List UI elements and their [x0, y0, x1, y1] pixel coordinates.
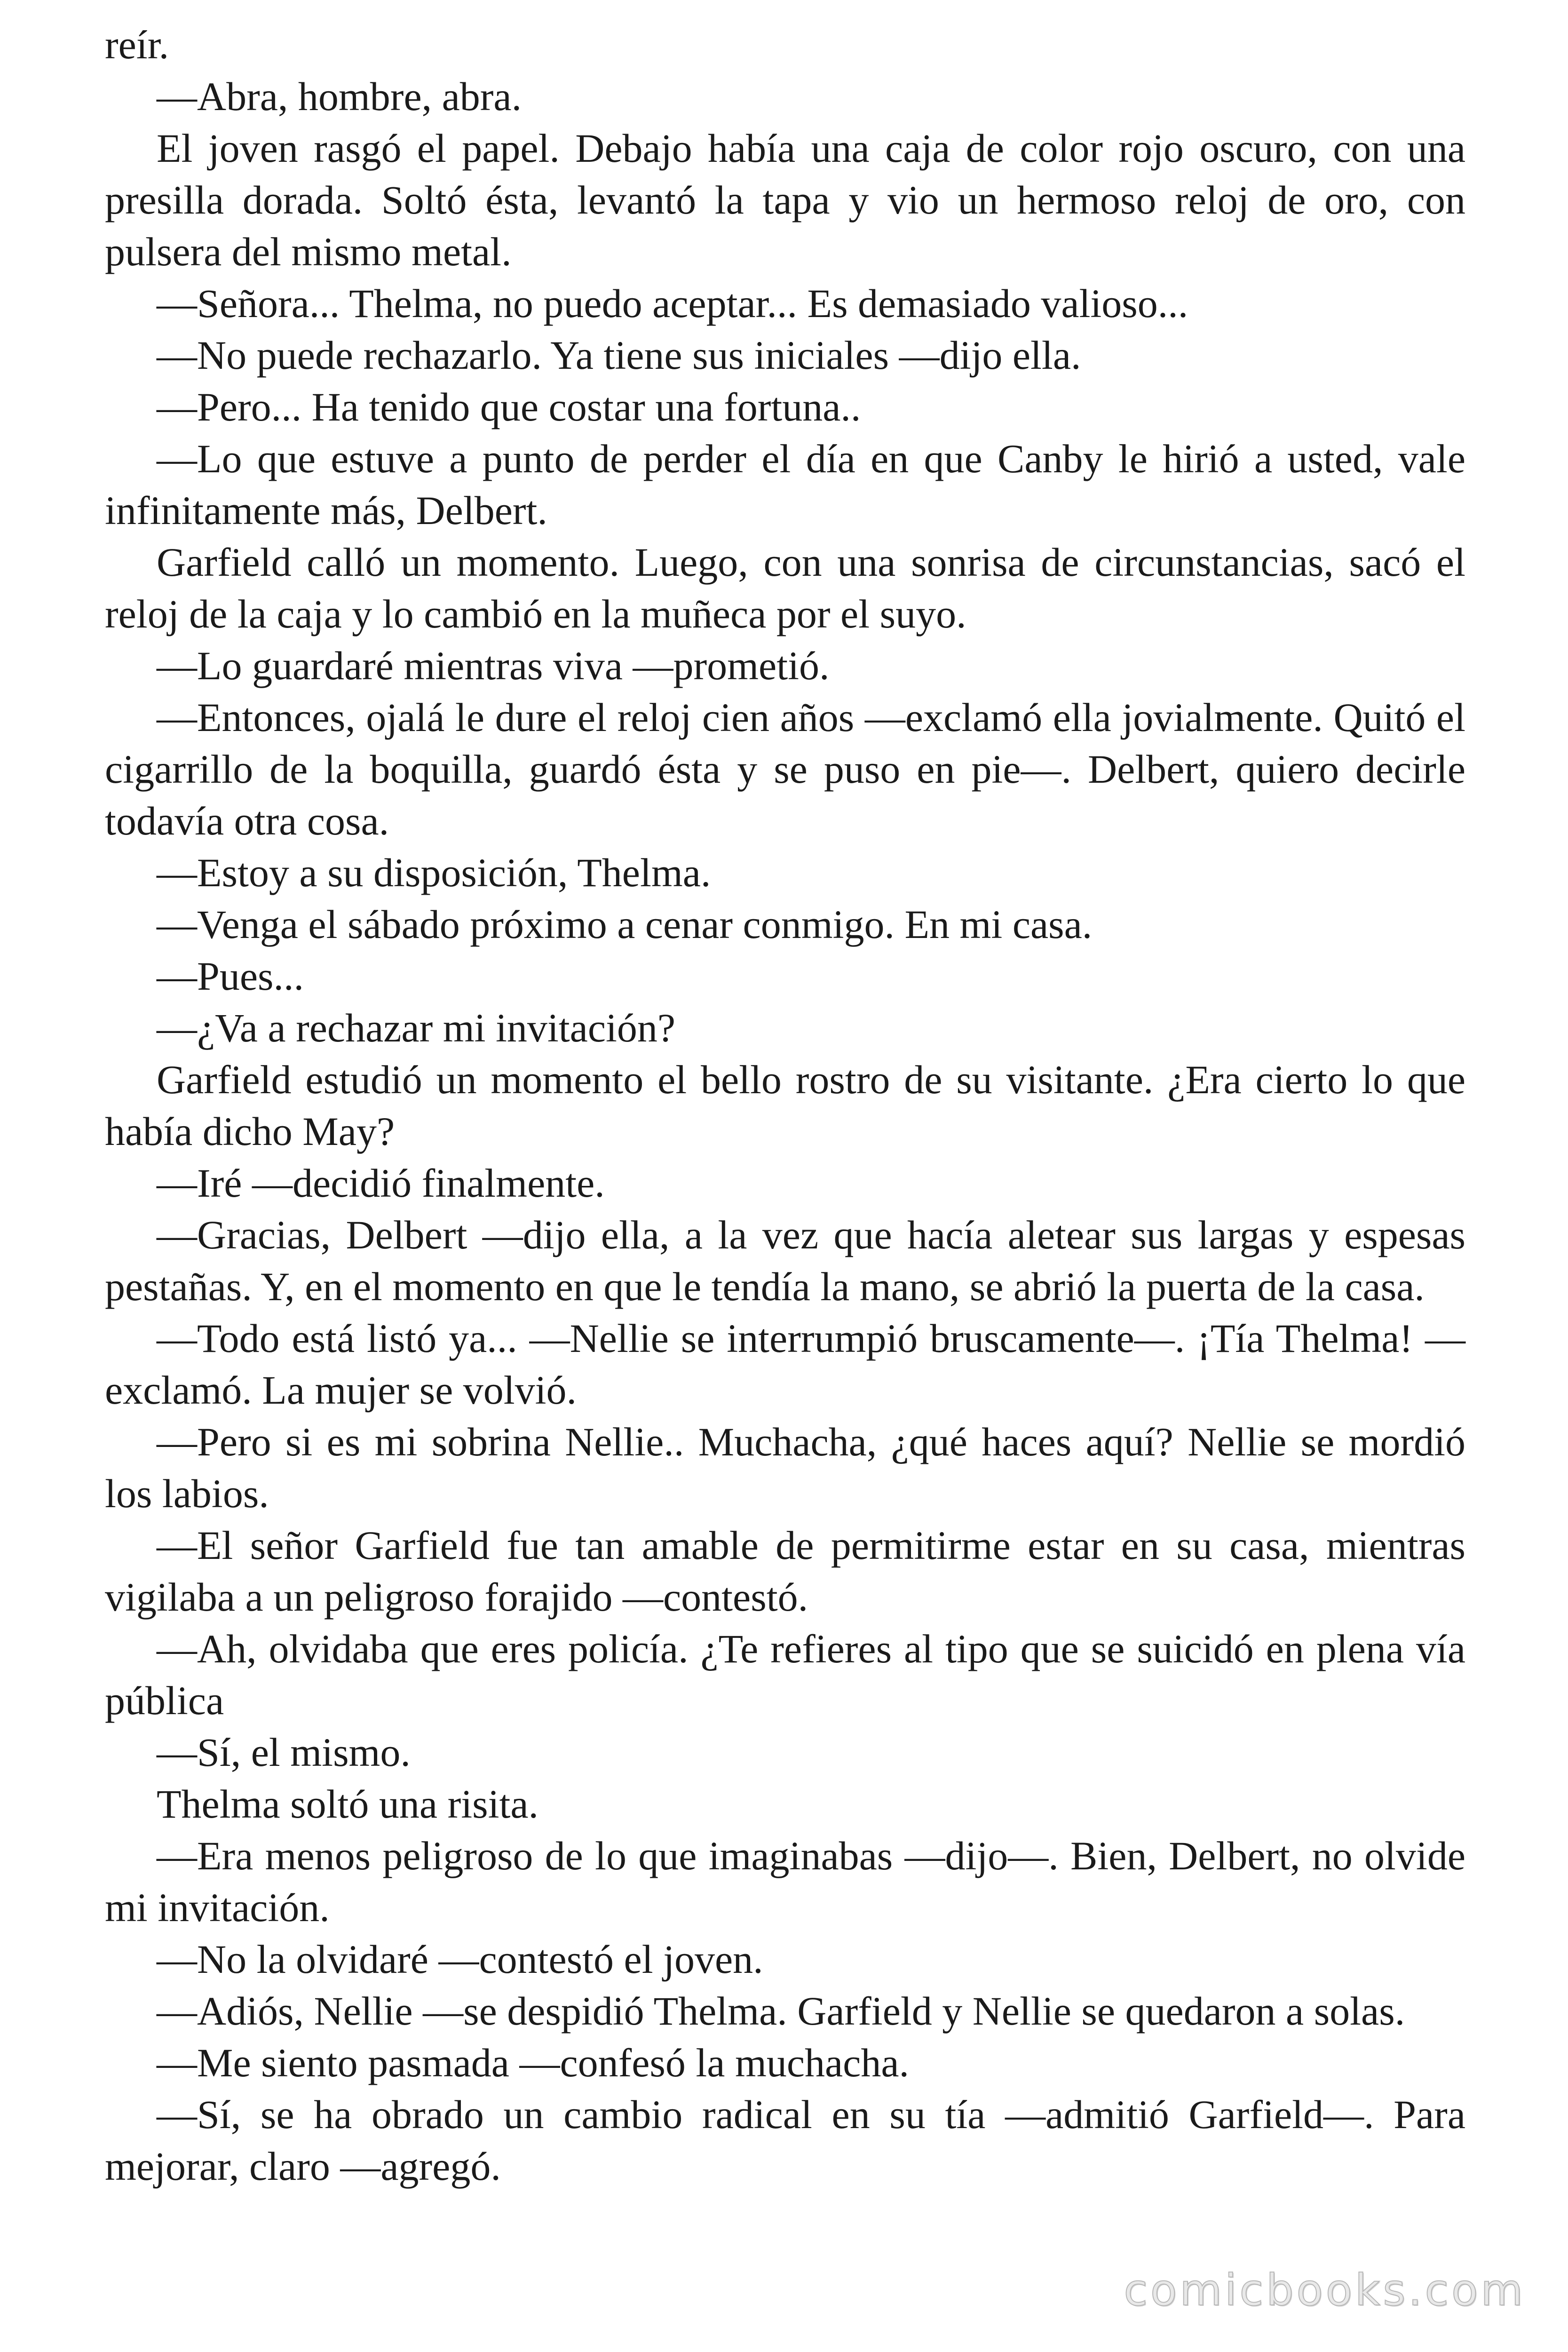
paragraph-1: reír.: [105, 22, 169, 67]
paragraph-2: —Abra, hombre, abra.: [157, 74, 522, 119]
paragraph-24: —Era menos peligroso de lo que imaginabas —dijo—. Bien, Delbert, no olvide mi invitación.: [105, 1833, 1465, 1930]
paragraph-20: —El señor Garfield fue tan amable de permitirme estar en su casa, mientras vigilaba a un peligroso forajido —contestó.: [105, 1523, 1465, 1620]
paragraph-3: El joven rasgó el papel. Debajo había una caja de color rojo oscuro, con una presilla dorada. Soltó ésta, levantó la tapa y vio un hermoso reloj de oro, con pulsera del mismo metal.: [105, 126, 1465, 274]
paragraph-27: —Me siento pasmada —confesó la muchacha.: [157, 2040, 910, 2085]
paragraph-6: —Pero... Ha tenido que costar una fortuna..: [157, 384, 861, 429]
paragraph-5: —No puede rechazarlo. Ya tiene sus iniciales —dijo ella.: [157, 333, 1081, 378]
paragraph-15: Garfield estudió un momento el bello rostro de su visitante. ¿Era cierto lo que había dicho May?: [105, 1057, 1465, 1154]
paragraph-21: —Ah, olvidaba que eres policía. ¿Te refieres al tipo que se suicidó en plena vía pública: [105, 1626, 1465, 1723]
paragraph-25: —No la olvidaré —contestó el joven.: [157, 1937, 763, 1982]
paragraph-14: —¿Va a rechazar mi invitación?: [157, 1005, 676, 1050]
paragraph-17: —Gracias, Delbert —dijo ella, a la vez que hacía aletear sus largas y espesas pestañas. Y, en el momento en que le tendía la mano, se abrió la puerta de la casa.: [105, 1212, 1465, 1309]
paragraph-23: Thelma soltó una risita.: [157, 1781, 539, 1827]
paragraph-11: —Estoy a su disposición, Thelma.: [157, 850, 711, 895]
paragraph-26: —Adiós, Nellie —se despidió Thelma. Garfield y Nellie se quedaron a solas.: [157, 1988, 1405, 2034]
paragraph-10: —Entonces, ojalá le dure el reloj cien años —exclamó ella jovialmente. Quitó el cigarrillo de la boquilla, guardó ésta y se puso en pie—. Delbert, quiero decirle todavía otra cosa.: [105, 695, 1465, 843]
paragraph-4: —Señora... Thelma, no puedo aceptar... Es demasiado valioso...: [157, 281, 1188, 326]
paragraph-13: —Pues...: [157, 954, 304, 999]
watermark-logo: comicbooks.com: [1124, 2265, 1526, 2315]
paragraph-7: —Lo que estuve a punto de perder el día en que Canby le hirió a usted, vale infinitamente más, Delbert.: [105, 436, 1465, 533]
paragraph-19: —Pero si es mi sobrina Nellie.. Muchacha, ¿qué haces aquí? Nellie se mordió los labios.: [105, 1419, 1465, 1516]
paragraph-22: —Sí, el mismo.: [157, 1730, 411, 1775]
paragraph-18: —Todo está listó ya... —Nellie se interrumpió bruscamente—. ¡Tía Thelma! —exclamó. La mujer se volvió.: [105, 1316, 1465, 1413]
paragraph-12: —Venga el sábado próximo a cenar conmigo. En mi casa.: [157, 902, 1093, 947]
paragraph-28: —Sí, se ha obrado un cambio radical en su tía —admitió Garfield—. Para mejorar, claro —agregó.: [105, 2092, 1465, 2189]
paragraph-8: Garfield calló un momento. Luego, con una sonrisa de circunstancias, sacó el reloj de la caja y lo cambió en la muñeca por el suyo.: [105, 540, 1465, 636]
page-body: [105, 19, 1465, 2192]
paragraph-16: —Iré —decidió finalmente.: [157, 1160, 605, 1206]
paragraph-9: —Lo guardaré mientras viva —prometió.: [157, 643, 830, 688]
